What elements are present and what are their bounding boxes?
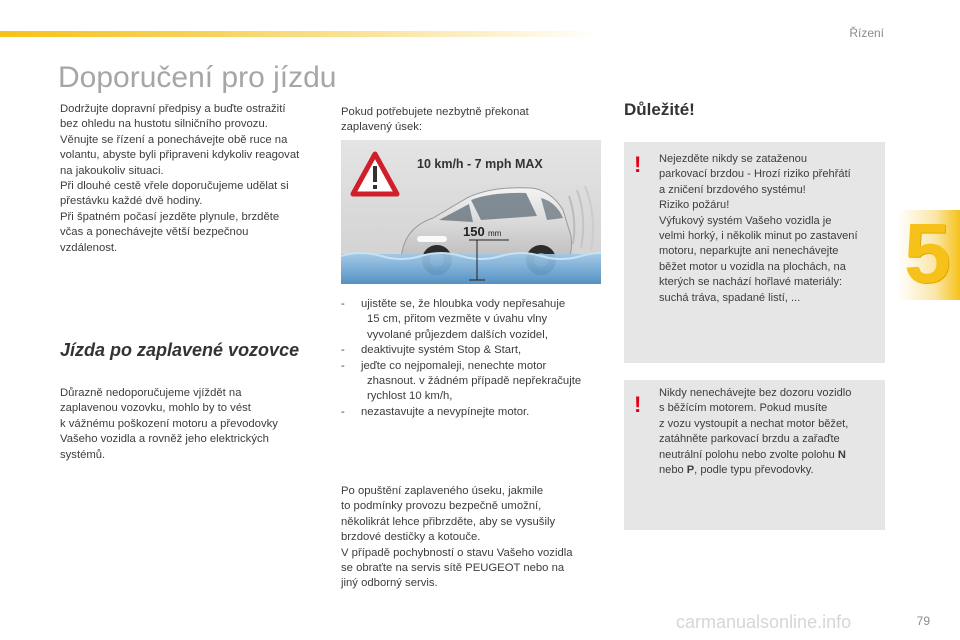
text-line: bez ohledu na hustotu silničního provozu. — [60, 118, 268, 131]
text-line: Při dlouhé cestě vřele doporučujeme udělat si — [60, 180, 289, 193]
text-line: jiný odborný servis. — [341, 577, 438, 590]
speed-limit-label: 10 km/h - 7 mph MAX — [417, 157, 543, 171]
text-line: V případě pochybností o stavu Vašeho vozidla — [341, 546, 573, 559]
text-line: několikrát lehce přibrzděte, aby se vysušily — [341, 515, 556, 528]
page-number: 79 — [916, 614, 930, 628]
text-line: parkovací brzdou - Hrozí riziko přehřátí — [659, 168, 851, 181]
gear-n-label: N — [837, 448, 846, 461]
warning-text — [659, 152, 883, 306]
text-line: se obraťte na servis sítě PEUGEOT nebo na — [341, 562, 565, 575]
text-line: rychlost 10 km/h, — [367, 390, 453, 403]
text-line: včas a ponechávejte větší bezpečnou — [60, 226, 249, 239]
list-item: - jeďte co nejpomaleji, nenechte motor zhasnout. v žádném případě nepřekračujte rychlost 10 km/h, — [341, 359, 611, 405]
flood-crossing-illustration — [341, 140, 601, 284]
text-line: 15 cm, přitom vezměte v úvahu vlny — [367, 313, 548, 326]
text-line: Riziko požáru! — [659, 199, 730, 212]
section-header: Řízení — [849, 26, 884, 40]
flood-crossing-steps — [341, 297, 611, 420]
chapter-number: 5 — [904, 206, 951, 300]
text-line: zaplavený úsek: — [341, 121, 423, 134]
text-line: vzdálenost. — [60, 241, 118, 254]
text-line: Vašeho vozidla a rovněž jeho elektrických — [60, 433, 269, 446]
text-line: Nejezděte nikdy se zataženou — [659, 153, 808, 165]
text-line: neutrální polohu nebo zvolte polohu N — [659, 448, 846, 461]
text-line: zaplavenou vozovku, mohlo by to vést — [60, 402, 251, 415]
depth-value: 150 — [463, 224, 485, 239]
text-line: volantu, abyste byli připraveni kdykoliv reagovat — [60, 149, 300, 162]
text-line: na jakoukoliv situaci. — [60, 164, 164, 177]
text-line: zhasnout. v žádném případě nepřekračujte — [367, 375, 582, 388]
flood-warning-paragraph — [60, 386, 325, 463]
flood-crossing-intro — [341, 105, 601, 136]
text-line: a zničení brzdového systému! — [659, 183, 806, 196]
depth-unit: mm — [488, 229, 502, 238]
text-line: z vozu vystoupit a nechat motor běžet, — [659, 417, 849, 430]
running-engine-warning-box — [624, 380, 885, 530]
text-line: Po opuštění zaplaveného úseku, jakmile — [341, 485, 544, 497]
text-line: velmi horký, i několik minut po zastavení — [659, 230, 858, 243]
text-line: motoru, neparkujte ani nenechávejte — [659, 245, 839, 258]
list-item: - ujistěte se, že hloubka vody nepřesahuje 15 cm, přitom vezměte v úvahu vlny vyvolané průjezdem dalších vozidel, — [341, 297, 611, 343]
text-line: s běžícím motorem. Pokud musíte — [659, 402, 828, 415]
after-crossing-paragraph — [341, 484, 606, 592]
top-accent-bar — [0, 31, 600, 37]
watermark: carmanualsonline.info — [676, 612, 852, 632]
text-line: jeďte co nejpomaleji, nenechte motor — [361, 359, 547, 372]
text-line: Při špatném počasí jezděte plynule, brzděte — [60, 210, 280, 223]
text-line: přestávku každé dvě hodiny. — [60, 195, 203, 208]
text-line: Dodržujte dopravní předpisy a buďte ostražití — [60, 103, 286, 115]
text-line: Důrazně nedoporučujeme vjíždět na — [60, 387, 242, 399]
text-line: zatáhněte parkovací brzdu a zařaďte — [659, 433, 840, 446]
gear-p-label: P — [686, 464, 695, 477]
text-line: Věnujte se řízení a ponechávejte obě ruce na — [60, 133, 288, 146]
text-line: nebo P, podle typu převodovky. — [659, 464, 814, 477]
flooded-road-heading: Jízda po zaplavené vozovce — [60, 340, 300, 360]
text-line: deaktivujte systém Stop & Start, — [361, 344, 522, 357]
intro-paragraph — [60, 102, 325, 256]
text-line: Nikdy nenechávejte bez dozoru vozidlo — [659, 387, 852, 399]
exclamation-icon: ! — [634, 152, 642, 177]
parking-brake-warning-box — [624, 142, 885, 363]
text-line: Výfukový systém Vašeho vozidla je — [659, 214, 832, 227]
list-item: - deaktivujte systém Stop & Start, — [341, 343, 611, 358]
text-line: suchá tráva, spadané listí, ... — [659, 291, 801, 304]
text-line: Pokud potřebujete nezbytně překonat — [341, 106, 529, 118]
text-line: ujistěte se, že hloubka vody nepřesahuje — [361, 298, 566, 310]
text-line: to podmínky provozu bezpečně umožní, — [341, 500, 542, 513]
page-title: Doporučení pro jízdu — [58, 61, 337, 94]
text-line: systémů. — [60, 448, 106, 461]
text-line: k vážnému poškození motoru a převodovky — [60, 417, 278, 430]
exclamation-icon: ! — [634, 392, 642, 417]
car-in-water-drawing — [341, 140, 601, 284]
text-line: běžet motor u vozidla na plochách, na — [659, 260, 846, 273]
text-line: nezastavujte a nevypínejte motor. — [361, 405, 530, 418]
important-heading: Důležité! — [624, 100, 695, 119]
text-line: brzdové destičky a kotouče. — [341, 531, 481, 544]
list-item: - nezastavujte a nevypínejte motor. — [341, 405, 611, 420]
text-line: vyvolané průjezdem dalších vozidel, — [367, 328, 548, 341]
text-line: kterých se nachází hořlavé materiály: — [659, 276, 843, 289]
warning-text — [659, 386, 883, 478]
